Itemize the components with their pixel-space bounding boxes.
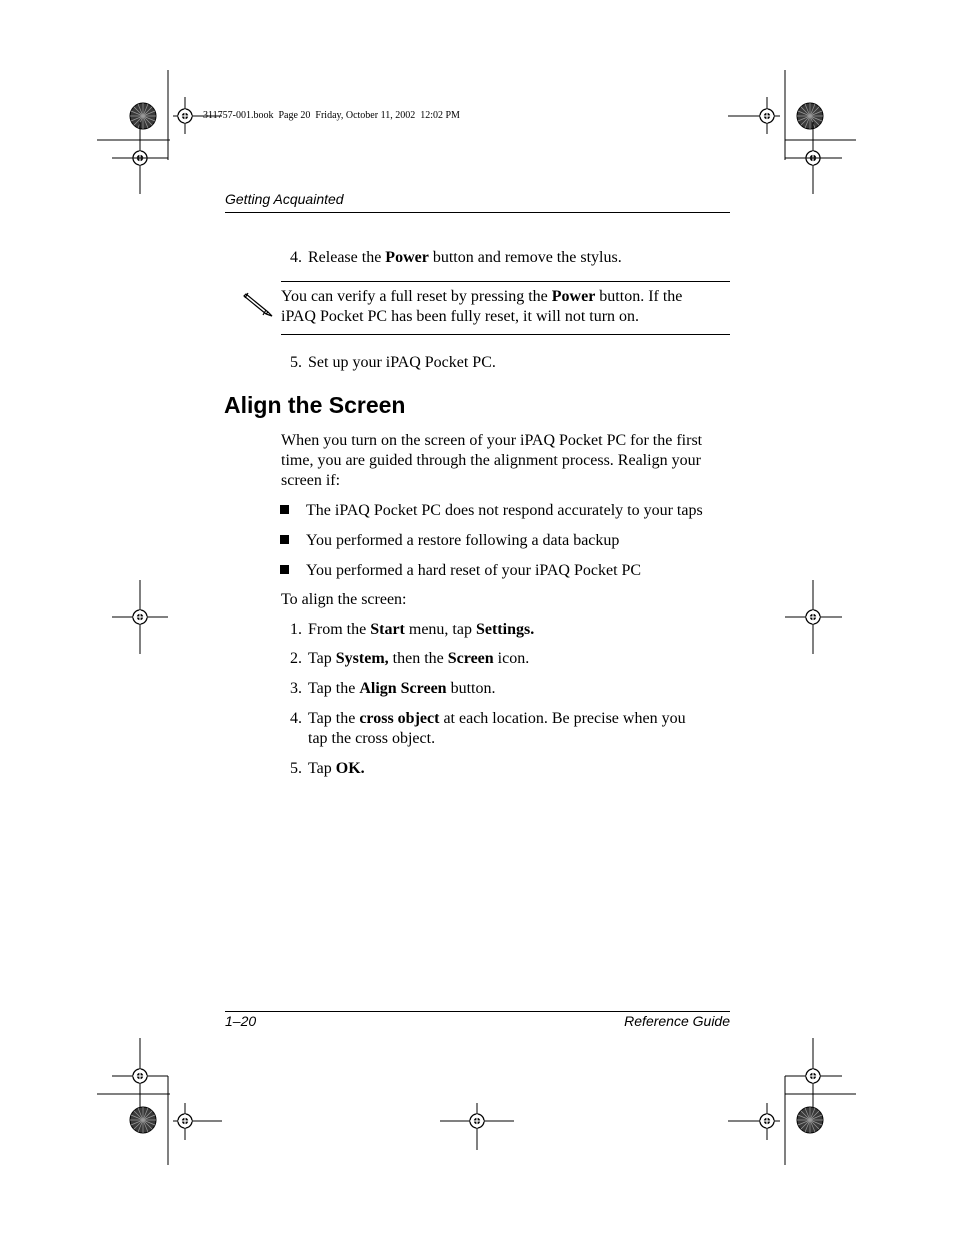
step-setup: 5. Set up your iPAQ Pocket PC.	[290, 354, 496, 371]
registration-cross-icon	[806, 1069, 820, 1083]
note-bottom-rule	[281, 334, 730, 335]
note-line-1: You can verify a full reset by pressing the Power button. If the	[281, 288, 683, 305]
align-step-2: 2. Tap System, then the Screen icon.	[290, 650, 530, 667]
registration-starburst-icon	[797, 103, 823, 129]
registration-cross-icon	[178, 1114, 192, 1128]
intro-paragraph: When you turn on the screen of your iPAQ Pocket PC for the first time, you are guided through the alignment process. Realign your screen if:	[281, 432, 703, 489]
running-head: Getting Acquainted	[225, 191, 344, 207]
registration-cross-icon	[760, 109, 774, 123]
footer-rule	[225, 1011, 730, 1012]
bullet-square-icon	[280, 505, 289, 514]
lead-in: To align the screen:	[281, 591, 407, 608]
registration-cross-icon	[806, 610, 820, 624]
page-number: 1–20	[225, 1013, 257, 1029]
bullet-item: You performed a restore following a data backup	[280, 531, 619, 551]
align-step-1: 1. From the Start menu, tap Settings.	[290, 621, 535, 638]
registration-cross-icon	[178, 109, 192, 123]
bullet-square-icon	[280, 535, 289, 544]
registration-cross-icon	[760, 1114, 774, 1128]
pencil-note-icon	[242, 290, 276, 320]
note-top-rule	[281, 281, 730, 282]
align-step-4: 4. Tap the cross object at each location. Be precise when you tap the cross object.	[290, 710, 686, 747]
bullet-item: You performed a hard reset of your iPAQ Pocket PC	[280, 561, 641, 581]
registration-cross-icon	[133, 610, 147, 624]
registration-starburst-icon	[130, 1107, 156, 1133]
registration-cross-icon	[133, 1069, 147, 1083]
bullet-square-icon	[280, 565, 289, 574]
guide-name: Reference Guide	[624, 1013, 730, 1029]
step-release-power: 4. Release the Power button and remove the stylus.	[290, 249, 622, 266]
bullet-item: The iPAQ Pocket PC does not respond accurately to your taps	[280, 501, 703, 521]
align-step-3: 3. Tap the Align Screen button.	[290, 680, 496, 697]
note-line-2: iPAQ Pocket PC has been fully reset, it will not turn on.	[281, 308, 640, 325]
note-text	[281, 287, 730, 327]
header-rule	[225, 212, 730, 213]
registration-starburst-icon	[797, 1107, 823, 1133]
print-slug: 311757-001.book Page 20 Friday, October 11, 2002 12:02 PM	[203, 110, 460, 121]
registration-starburst-icon	[130, 103, 156, 129]
section-heading: Align the Screen	[224, 392, 406, 418]
align-step-5: 5. Tap OK.	[290, 760, 365, 777]
registration-cross-icon	[470, 1114, 484, 1128]
